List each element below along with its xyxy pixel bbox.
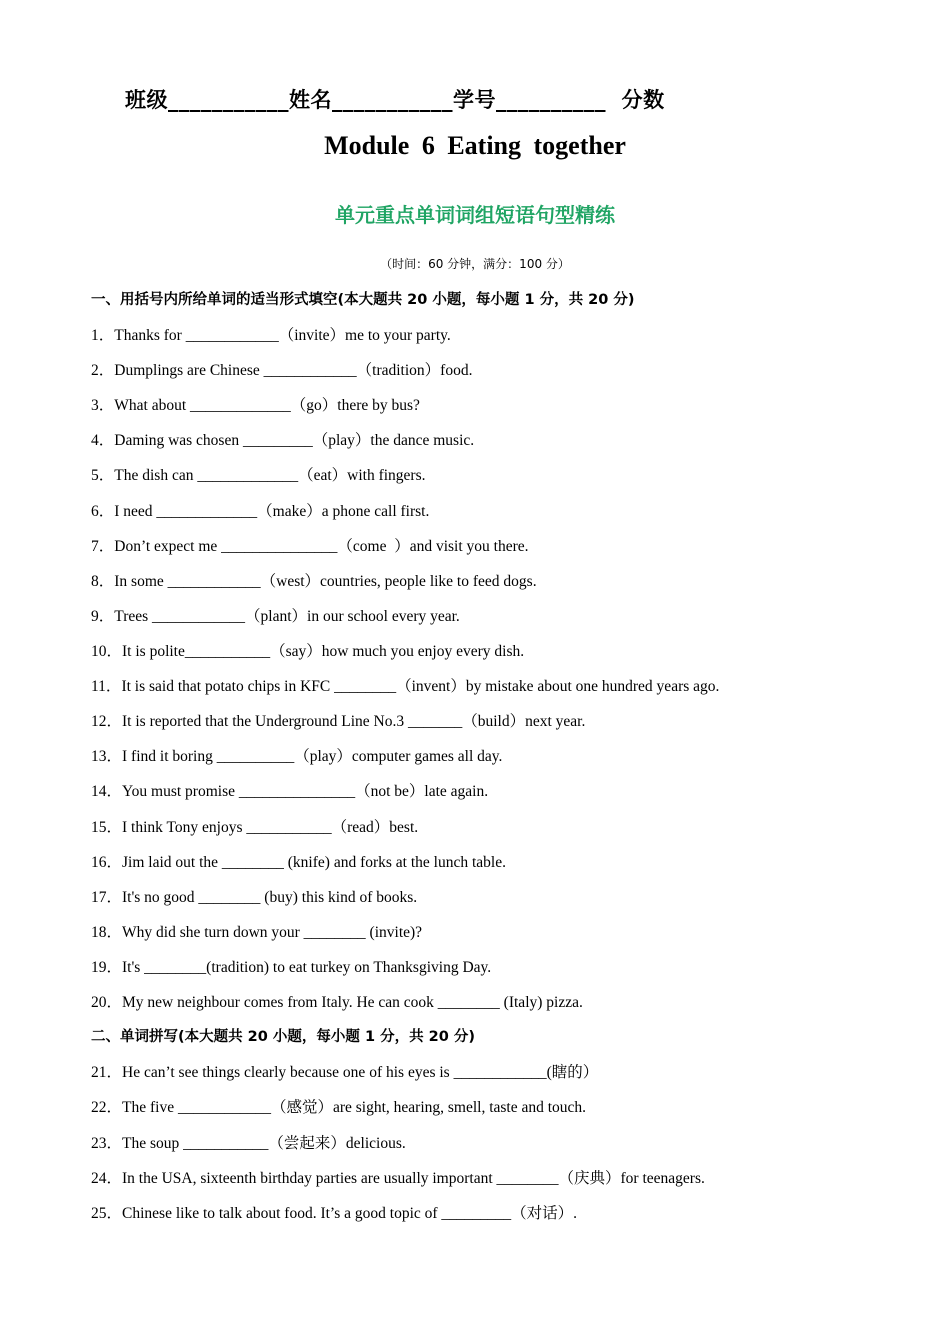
student-info-line: 班级___________姓名___________学号__________ 分数 [125,88,665,112]
question-text: The dish can _____________（eat）with fingers. [114,467,426,484]
question-text: It is said that potato chips in KFC ________（invent）by mistake about one hundred years ago. [121,678,720,695]
question-item [91,428,474,450]
question-number: 21． [91,1064,123,1081]
question-text: My new neighbour comes from Italy. He can cook ________ (Italy) pizza. [122,994,583,1011]
question-text: In some ____________（west）countries, people like to feed dogs. [114,573,537,590]
unit-subtitle: 单元重点单词词组短语句型精练 [335,203,615,227]
question-item [91,920,422,942]
question-item [91,885,417,907]
question-text: The five ____________（感觉）are sight, hearing, smell, taste and touch. [122,1099,587,1116]
question-item [91,639,524,661]
question-item [91,569,537,591]
question-text: He can’t see things clearly because one of his eyes is ____________(瞎的） [122,1064,599,1081]
question-item [91,463,426,485]
question-text: It is polite___________（say）how much you enjoy every dish. [122,643,525,660]
question-text: What about _____________（go）there by bus? [114,397,420,414]
question-item [91,674,719,696]
question-item [91,955,491,977]
question-number: 3． [91,397,115,414]
question-item [91,604,460,626]
question-number: 7． [91,538,115,555]
question-number: 18． [91,924,123,941]
question-text: In the USA, sixteenth birthday parties are usually important ________（庆典）for teenagers. [122,1170,705,1187]
question-item [91,850,506,872]
question-text: I find it boring __________（play）computer games all day. [122,748,503,765]
question-number: 1． [91,327,115,344]
question-text: It is reported that the Underground Line No.3 _______（build）next year. [122,713,586,730]
question-item [91,990,583,1012]
question-text: Why did she turn down your ________ (invite)? [122,924,423,941]
question-number: 20． [91,994,123,1011]
question-item [91,393,420,415]
question-item [91,1166,705,1188]
question-text: Thanks for ____________（invite）me to your party. [114,327,451,344]
question-number: 5． [91,467,115,484]
question-number: 12． [91,713,123,730]
question-item [91,1060,598,1082]
question-number: 22． [91,1099,123,1116]
question-item [91,358,472,380]
question-text: Don’t expect me _______________（come ）and visit you there. [114,538,529,555]
question-text: It's no good ________ (buy) this kind of books. [122,889,418,906]
question-number: 17． [91,889,123,906]
question-number: 25． [91,1205,123,1222]
time-note: （时间：60 分钟，满分：100 分） [380,257,570,271]
question-number: 4． [91,432,115,449]
question-number: 23． [91,1135,123,1152]
question-number: 11． [91,678,122,695]
question-item [91,323,451,345]
module-title: Module 6 Eating together [324,131,626,160]
question-item [91,744,502,766]
question-number: 9． [91,608,115,625]
question-text: Chinese like to talk about food. It’s a good topic of _________（对话）. [122,1205,578,1222]
question-item [91,1095,586,1117]
question-text: Trees ____________（plant）in our school every year. [114,608,460,625]
question-number: 6． [91,503,115,520]
question-item [91,499,429,521]
question-text: It's ________(tradition) to eat turkey on Thanksgiving Day. [122,959,492,976]
question-text: I need _____________（make）a phone call first. [114,503,430,520]
question-number: 2． [91,362,115,379]
question-number: 16． [91,854,123,871]
question-item [91,1131,406,1153]
question-number: 8． [91,573,115,590]
question-item [91,709,585,731]
question-text: I think Tony enjoys ___________（read）best. [122,819,419,836]
question-item [91,534,529,556]
question-text: The soup ___________（尝起来）delicious. [122,1135,406,1152]
question-text: Daming was chosen _________（play）the dance music. [114,432,475,449]
question-number: 15． [91,819,123,836]
question-item [91,1201,577,1223]
question-number: 13． [91,748,123,765]
question-text: Dumplings are Chinese ____________（tradition）food. [114,362,473,379]
question-number: 24． [91,1170,123,1187]
question-number: 19． [91,959,123,976]
section-heading-2: 二、单词拼写(本大题共 20 小题，每小题 1 分，共 20 分) [91,1029,475,1045]
question-number: 10． [91,643,123,660]
question-text: You must promise _______________（not be）late again. [122,783,489,800]
question-text: Jim laid out the ________ (knife) and forks at the lunch table. [122,854,506,871]
question-number: 14． [91,783,123,800]
section-heading-1: 一、用括号内所给单词的适当形式填空(本大题共 20 小题，每小题 1 分，共 20 分) [91,292,635,308]
question-item [91,779,488,801]
question-item [91,815,418,837]
